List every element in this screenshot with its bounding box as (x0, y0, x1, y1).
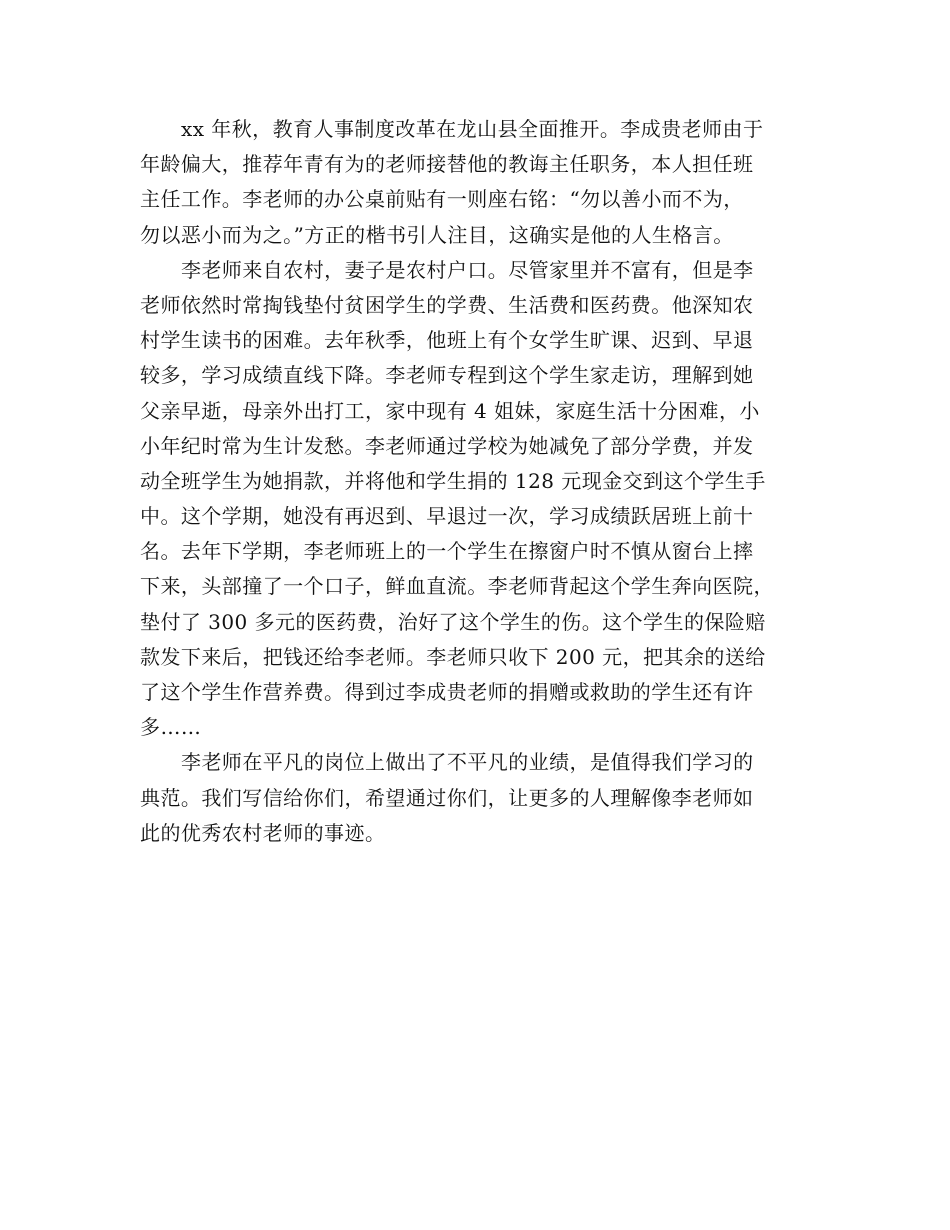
text-line: 老师依然时常掏钱垫付贫困学生的学费、生活费和医药费。他深知农 (140, 292, 754, 317)
text-line: 名。去年下学期，李老师班上的一个学生在擦窗户时不慎从窗台上摔 (140, 539, 754, 564)
text-line: 年龄偏大，推荐年青有为的老师接替他的教诲主任职务，本人担任班 (140, 152, 754, 177)
text-line: 李老师来自农村，妻子是农村户口。尽管家里并不富有，但是李 (181, 257, 754, 282)
text-line: xx 年秋，教育人事制度改革在龙山县全面推开。李成贵老师由于 (181, 117, 764, 141)
text-line: 村学生读书的困难。去年秋季，他班上有个女学生旷课、迟到、早退 (140, 328, 754, 353)
text-line: 多…… (140, 715, 202, 740)
text-line: 典范。我们写信给你们，希望通过你们，让更多的人理解像李老师如 (140, 785, 754, 810)
text-line: 勿以恶小而为之。”方正的楷书引人注目，这确实是他的人生格言。 (140, 222, 734, 247)
text-line: 主任工作。李老师的办公桌前贴有一则座右铭：“勿以善小而不为， (140, 187, 744, 212)
text-line: 下来，头部撞了一个口子，鲜血直流。李老师背起这个学生奔向医院， (140, 574, 774, 599)
paragraph-autumn-reform (140, 112, 810, 253)
paragraph-helping-students (140, 253, 810, 746)
text-line: 了这个学生作营养费。得到过李成贵老师的捐赠或救助的学生还有许 (140, 680, 754, 704)
text-line: 父亲早逝，母亲外出打工，家中现有 4 姐妹，家庭生活十分困难，小 (140, 398, 760, 423)
text-line: 此的优秀农村老师的事迹。 (140, 820, 386, 845)
text-line: 中。这个学期，她没有再迟到、早退过一次，学习成绩跃居班上前十 (140, 504, 754, 529)
text-line: 李老师在平凡的岗位上做出了不平凡的业绩，是值得我们学习的 (181, 750, 754, 775)
text-line: 款发下来后，把钱还给李老师。李老师只收下 200 元，把其余的送给 (140, 644, 766, 669)
text-line: 较多，学习成绩直线下降。李老师专程到这个学生家走访，理解到她 (140, 363, 754, 388)
text-line: 动全班学生为她捐款，并将他和学生捐的 128 元现金交到这个学生手 (140, 468, 766, 493)
paragraph-conclusion (140, 745, 810, 851)
document-body (140, 112, 810, 851)
text-line: 小年纪时常为生计发愁。李老师通过学校为她减免了部分学费，并发 (140, 433, 754, 458)
text-line: 垫付了 300 多元的医药费，治好了这个学生的伤。这个学生的保险赔 (140, 609, 766, 634)
